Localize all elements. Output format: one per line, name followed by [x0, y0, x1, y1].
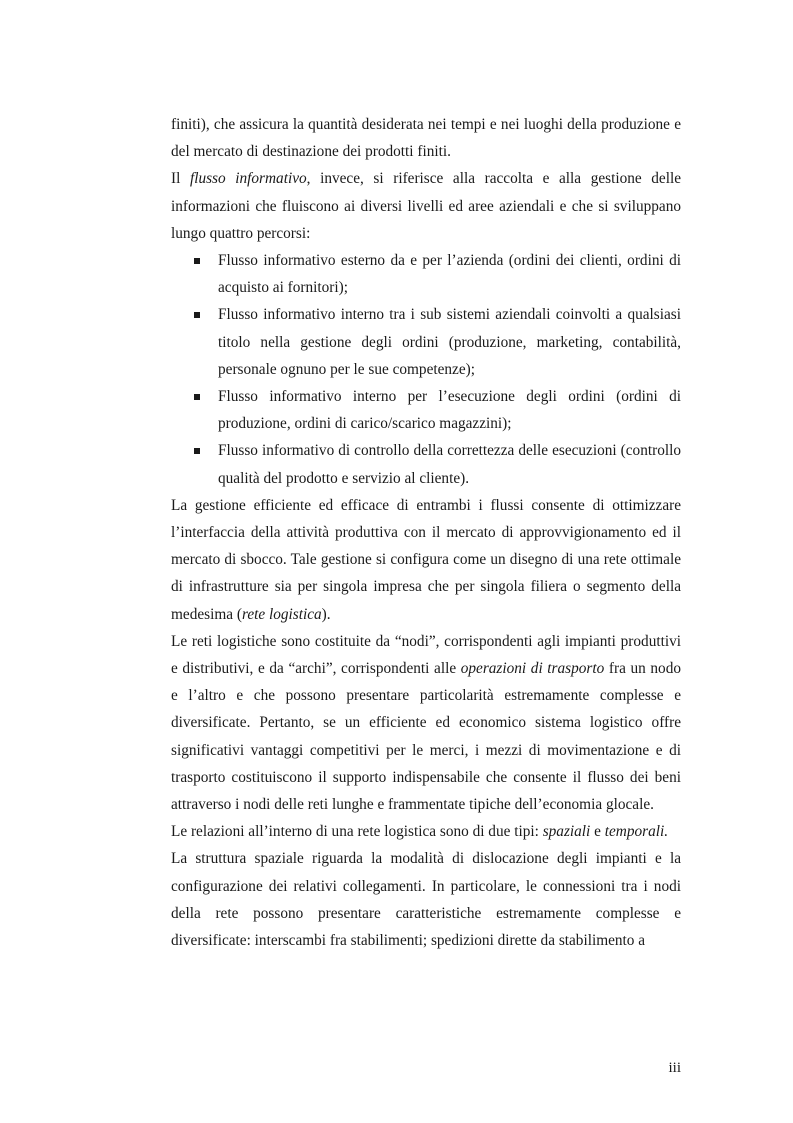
list-item [171, 247, 681, 301]
term-flusso-informativo: flusso informativo [189, 170, 307, 188]
list-item [171, 301, 681, 383]
square-bullet-icon [194, 258, 200, 264]
list-item-text: Flusso informativo interno tra i sub sistemi aziendali coinvolti a qualsiasi titolo nella gestione degli ordini (produzione, marketing, contabilità, personale ognuno per le sue competenze); [218, 306, 681, 378]
bullet-list [171, 247, 681, 492]
square-bullet-icon [194, 448, 200, 454]
term-rete-logistica: rete logistica [241, 605, 322, 623]
document-body [171, 111, 681, 954]
term-spaziali: spaziali [542, 823, 591, 841]
term-temporali: temporali. [604, 823, 669, 841]
paragraph-5-pre: Le relazioni all’interno di una rete logistica sono di due tipi: [171, 823, 543, 841]
paragraph-5 [171, 818, 681, 845]
list-item [171, 437, 681, 491]
term-operazioni-di-trasporto: operazioni di trasporto [460, 660, 605, 678]
paragraph-2 [171, 165, 681, 247]
list-item [171, 383, 681, 437]
paragraph-3 [171, 492, 681, 628]
paragraph-2-post: , invece, si riferisce alla raccolta e alla gestione delle informazioni che fluiscono ai diversi livelli ed aree aziendali e che si sviluppano lungo quattro percorsi: [171, 170, 682, 242]
paragraph-6: La struttura spaziale riguarda la modalità di dislocazione degli impianti e la configurazione dei relativi collegamenti. In particolare, le connessioni tra i nodi della rete possono presentare caratteristiche estremamente complesse e diversificate: interscambi fra stabilimenti; spedizioni dirette da stabilimento a [171, 850, 681, 950]
paragraph-3-post: ). [321, 605, 331, 623]
paragraph-5-mid: e [590, 823, 605, 841]
paragraph-3-pre: La gestione efficiente ed efficace di entrambi i flussi consente di ottimizzare l’interfaccia della attività produttiva con il mercato di approvvigionamento ed il mercato di sbocco. Tale gestione si configura come un disegno di una rete ottimale di infrastrutture sia per singola impresa che per singola filiera o segmento della medesima ( [171, 496, 681, 623]
list-item-text: Flusso informativo interno per l’esecuzione degli ordini (ordini di produzione, ordini di carico/scarico magazzini); [218, 388, 681, 433]
square-bullet-icon [194, 312, 200, 318]
paragraph-1: finiti), che assicura la quantità desiderata nei tempi e nei luoghi della produzione e del mercato di destinazione dei prodotti finiti. [171, 116, 681, 161]
paragraph-4-post: fra un nodo e l’altro e che possono presentare particolarità estremamente complesse e diversificate. Pertanto, se un efficiente ed economico sistema logistico offre significativi vantaggi competitivi per le merci, i mezzi di movimentazione e di trasporto costituiscono il supporto indispensabile che consente il flusso dei beni attraverso i nodi delle reti lunghe e frammentate tipiche dell’economia glocale. [171, 660, 681, 814]
paragraph-2-pre: Il [171, 170, 190, 188]
paragraph-4 [171, 628, 681, 818]
list-item-text: Flusso informativo esterno da e per l’azienda (ordini dei clienti, ordini di acquisto ai fornitori); [218, 252, 681, 297]
paragraph-4-pre: Le reti logistiche sono costituite da “nodi”, corrispondenti agli impianti produttivi e distributivi, e da “archi”, corrispondenti alle [171, 632, 681, 678]
list-item-text: Flusso informativo di controllo della correttezza delle esecuzioni (controllo qualità del prodotto e servizio al cliente). [218, 442, 681, 487]
square-bullet-icon [194, 394, 200, 400]
page-number: iii [668, 1060, 681, 1076]
